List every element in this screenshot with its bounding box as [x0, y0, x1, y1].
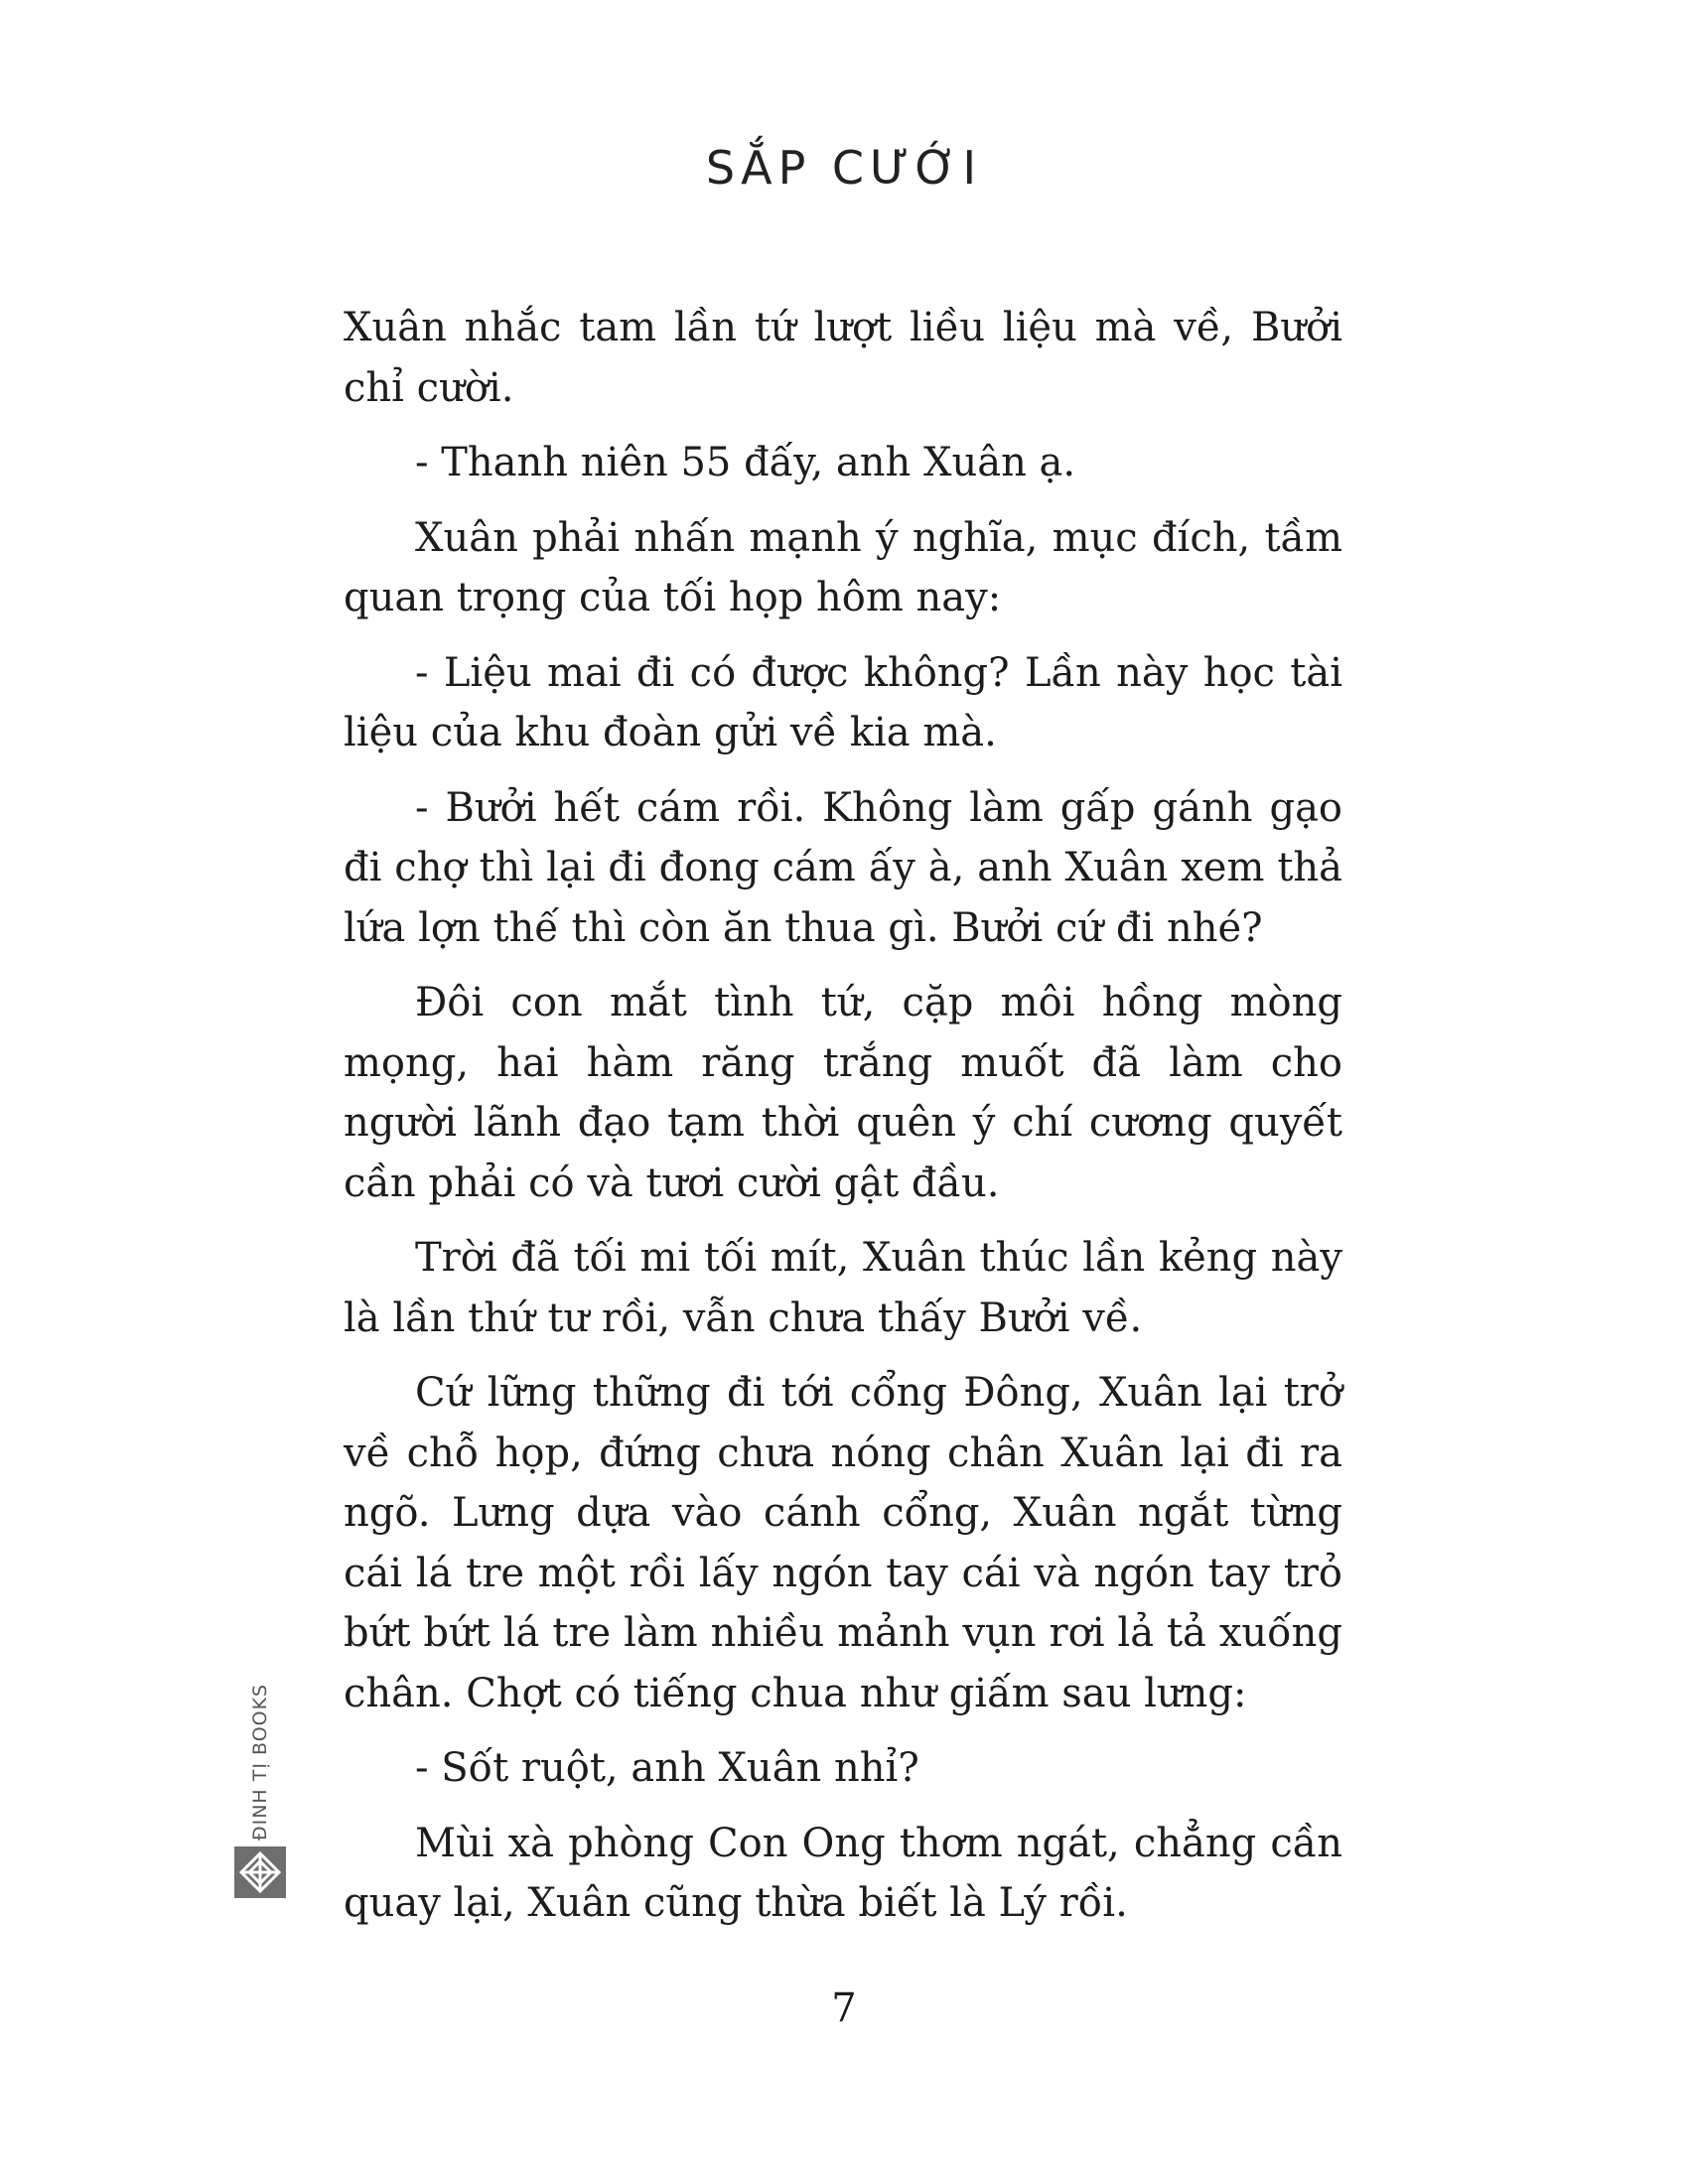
chapter-title: SẮP CƯỚI	[705, 141, 983, 195]
body-text	[344, 298, 1342, 1949]
paragraph: - Bưởi hết cám rồi. Không làm gấp gánh gạo đi chợ thì lại đi đong cám ấy à, anh Xuân xem thả lứa lợn thế thì còn ăn thua gì. Bưởi cứ đi nhé?	[344, 784, 1342, 951]
paragraph: Đôi con mắt tình tứ, cặp môi hồng mòng mọng, hai hàm răng trắng muốt đã làm cho người lãnh đạo tạm thời quên ý chí cương quyết cần phải có và tươi cười gật đầu.	[344, 980, 1342, 1206]
publisher-brand-text: ĐINH TỊ BOOKS	[249, 1683, 271, 1842]
paragraph: - Thanh niên 55 đấy, anh Xuân ạ.	[415, 440, 1076, 485]
paragraph: Cứ lững thững đi tới cổng Đông, Xuân lại trở về chỗ họp, đứng chưa nóng chân Xuân lại đi ra ngõ. Lưng dựa vào cánh cổng, Xuân ngắt từng cái lá tre một rồi lấy ngón tay cái và ngón tay trỏ bứt bứt lá tre làm nhiều mảnh vụn rơi lả tả xuống chân. Chợt có tiếng chua như giấm sau lưng:	[344, 1370, 1342, 1716]
paragraph: Xuân nhắc tam lần tứ lượt liều liệu mà về, Bưởi chỉ cười.	[344, 305, 1342, 411]
paragraph: Xuân phải nhấn mạnh ý nghĩa, mục đích, tầm quan trọng của tối họp hôm nay:	[344, 514, 1342, 620]
paragraph: Mùi xà phòng Con Ong thơm ngát, chẳng cần quay lại, Xuân cũng thừa biết là Lý rồi.	[344, 1820, 1342, 1926]
publisher-brand	[234, 1683, 286, 1906]
dinhti-books-logo-icon	[234, 1846, 286, 1898]
page-number: 7	[831, 1985, 857, 2031]
paragraph: - Liệu mai đi có được không? Lần này học tài liệu của khu đoàn gửi về kia mà.	[344, 649, 1342, 755]
paragraph: Trời đã tối mi tối mít, Xuân thúc lần kẻng này là lần thứ tư rồi, vẫn chưa thấy Bưởi về.	[344, 1235, 1342, 1341]
paragraph: - Sốt ruột, anh Xuân nhỉ?	[415, 1745, 919, 1791]
